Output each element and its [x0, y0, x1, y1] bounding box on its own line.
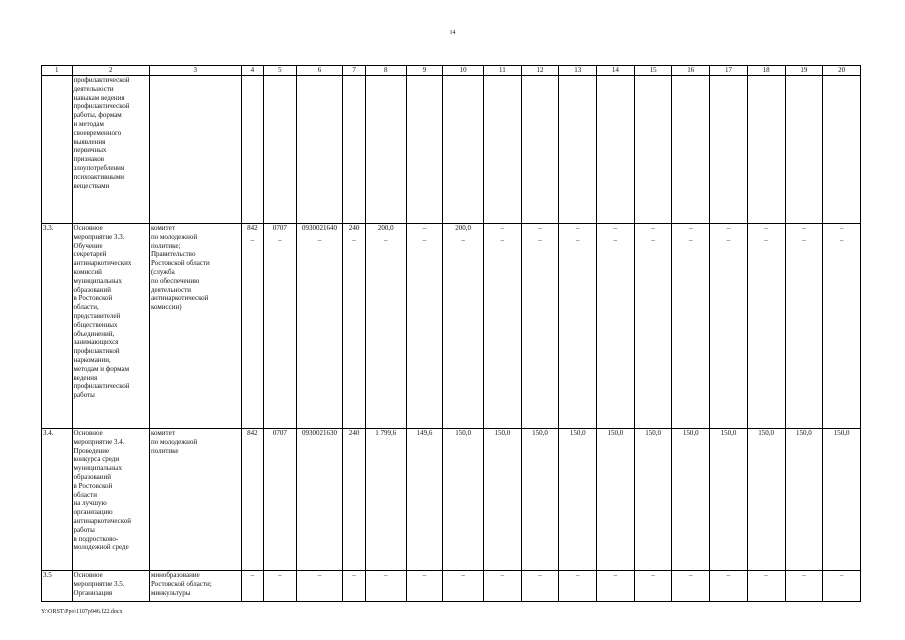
page-number: 14 — [449, 30, 456, 36]
col-header: 2 — [72, 66, 149, 76]
value-cell — [365, 571, 406, 602]
value-cell — [484, 76, 522, 224]
col-header: 13 — [559, 66, 597, 76]
col-header: 11 — [484, 66, 522, 76]
measure-name-cell: Основное мероприятие 3.3. Обучение секретарей антинаркотических комиссий муниципальных образований в Ростовской области, представителей общественных объединений, занимающихся профилактикой наркомании, методам и формам ведения профилактической работы — [72, 224, 149, 429]
value-text: – — [689, 224, 693, 232]
value-cell — [559, 429, 597, 571]
table-row — [42, 571, 861, 602]
value-text-secondary: – — [352, 235, 356, 244]
value-text-secondary: – — [839, 235, 844, 244]
value-cell — [264, 571, 297, 602]
value-text: – — [802, 571, 806, 579]
value-cell — [343, 429, 365, 571]
value-cell — [406, 571, 443, 602]
value-text: 150,0 — [758, 429, 775, 437]
value-text: – — [689, 571, 693, 579]
value-cell — [634, 429, 672, 571]
value-text: 0707 — [272, 224, 287, 232]
value-text: 150,0 — [833, 429, 850, 437]
value-cell — [823, 571, 861, 602]
budget-table — [41, 65, 861, 602]
value-cell — [296, 429, 343, 571]
value-cell — [343, 224, 365, 429]
value-cell — [672, 224, 710, 429]
col-header: 19 — [785, 66, 823, 76]
header-row — [42, 66, 861, 76]
measure-name-cell: профилактической деятельности навыкам ведения профилактической работы, формам и методам своевременного выявления первичных признаков злоупотребления психоактивными веществами — [72, 76, 149, 224]
value-cell — [365, 429, 406, 571]
col-header: 12 — [521, 66, 559, 76]
value-cell — [785, 429, 823, 571]
value-text: 240 — [348, 224, 360, 232]
value-cell — [710, 429, 748, 571]
executor-cell — [149, 76, 241, 224]
value-text: – — [839, 224, 844, 232]
value-text-secondary: – — [689, 235, 693, 244]
value-text: – — [575, 224, 580, 232]
value-cell — [597, 429, 635, 571]
col-header: 10 — [443, 66, 484, 76]
value-cell — [406, 76, 443, 224]
value-cell — [406, 224, 443, 429]
value-cell — [634, 76, 672, 224]
col-header: 7 — [343, 66, 365, 76]
value-cell — [634, 571, 672, 602]
table-row — [42, 224, 861, 429]
value-text: 842 — [247, 429, 258, 437]
value-cell — [443, 76, 484, 224]
value-text: – — [764, 571, 768, 579]
table-row — [42, 429, 861, 571]
value-cell — [264, 76, 297, 224]
footer-file-path: Y:\ORST\Ppo\1107p946.f22.docx — [41, 609, 123, 615]
value-text-secondary: – — [500, 235, 505, 244]
value-text: – — [651, 224, 655, 232]
value-cell — [443, 571, 484, 602]
value-cell — [747, 571, 785, 602]
col-header: 20 — [823, 66, 861, 76]
value-text: – — [839, 571, 844, 579]
value-cell — [521, 429, 559, 571]
value-text-secondary: – — [764, 235, 768, 244]
value-cell — [785, 76, 823, 224]
value-text: – — [278, 571, 282, 579]
table-row — [42, 76, 861, 224]
value-cell — [484, 429, 522, 571]
value-cell — [365, 224, 406, 429]
value-text-secondary: – — [613, 235, 618, 244]
value-text-secondary: – — [383, 235, 388, 244]
value-text: – — [317, 571, 322, 579]
value-cell — [823, 76, 861, 224]
value-cell — [785, 224, 823, 429]
value-text: – — [500, 571, 505, 579]
value-cell — [823, 429, 861, 571]
value-cell — [559, 76, 597, 224]
value-text: – — [500, 224, 505, 232]
value-cell — [559, 224, 597, 429]
value-cell — [484, 224, 522, 429]
value-text: – — [613, 224, 618, 232]
value-text-secondary: – — [575, 235, 580, 244]
col-header: 9 — [406, 66, 443, 76]
value-text: 842 — [247, 224, 258, 232]
value-text: 150,0 — [607, 429, 624, 437]
value-cell — [785, 571, 823, 602]
col-header: 16 — [672, 66, 710, 76]
value-text: – — [250, 571, 255, 579]
value-text: – — [575, 571, 580, 579]
value-text: 150,0 — [494, 429, 511, 437]
col-header: 3 — [149, 66, 241, 76]
value-text: – — [461, 571, 465, 579]
value-text: – — [538, 571, 542, 579]
value-cell — [241, 429, 263, 571]
value-text-secondary: – — [278, 235, 282, 244]
value-cell — [710, 571, 748, 602]
value-cell — [672, 571, 710, 602]
value-cell — [241, 224, 263, 429]
value-text: – — [422, 224, 427, 232]
value-cell — [343, 76, 365, 224]
value-text: – — [726, 571, 731, 579]
row-number-cell: 3.3. — [42, 224, 73, 429]
value-text-secondary: – — [461, 235, 465, 244]
value-cell — [443, 429, 484, 571]
value-cell — [710, 224, 748, 429]
value-cell — [241, 76, 263, 224]
value-cell — [521, 224, 559, 429]
value-text: – — [802, 224, 806, 232]
value-cell — [597, 76, 635, 224]
value-text-secondary: – — [422, 235, 427, 244]
executor-cell: комитет по молодежной политике; Правительство Ростовской области (служба по обеспечению деятельности антинаркотической комиссии) — [149, 224, 241, 429]
value-cell — [343, 571, 365, 602]
value-text: 150,0 — [720, 429, 737, 437]
value-text: 150,0 — [645, 429, 661, 437]
measure-name-cell: Основное мероприятие 3.5. Организация — [72, 571, 149, 602]
value-text: – — [538, 224, 542, 232]
col-header: 14 — [597, 66, 635, 76]
value-text: 0930021630 — [302, 429, 338, 437]
value-cell — [484, 571, 522, 602]
executor-cell: комитет по молодежной политике — [149, 429, 241, 571]
value-text: 150,0 — [532, 429, 548, 437]
value-cell — [264, 224, 297, 429]
value-text: 0707 — [272, 429, 287, 437]
col-header: 8 — [365, 66, 406, 76]
col-header: 4 — [241, 66, 263, 76]
col-header: 1 — [42, 66, 73, 76]
value-cell — [559, 571, 597, 602]
row-number-cell: 3.4. — [42, 429, 73, 571]
value-text: 0930021640 — [302, 224, 338, 232]
value-text: – — [613, 571, 618, 579]
value-cell — [634, 224, 672, 429]
value-text: 240 — [348, 429, 360, 437]
value-cell — [747, 224, 785, 429]
value-cell — [521, 76, 559, 224]
value-cell — [296, 571, 343, 602]
value-text: – — [651, 571, 655, 579]
value-text: 150,0 — [795, 429, 812, 437]
value-cell — [296, 224, 343, 429]
value-text: – — [726, 224, 731, 232]
value-cell — [597, 224, 635, 429]
value-text-secondary: – — [802, 235, 806, 244]
value-cell — [406, 429, 443, 571]
value-text-secondary: – — [250, 235, 255, 244]
measure-name-cell: Основное мероприятие 3.4. Проведение конкурса среди муниципальных образований в Ростовской области на лучшую организацию антинаркотической работы в подростково- молодежной среде — [72, 429, 149, 571]
executor-cell: минобразование Ростовской области; минкультуры — [149, 571, 241, 602]
value-text: 200,0 — [377, 224, 394, 232]
value-text-secondary: – — [538, 235, 542, 244]
value-cell — [264, 429, 297, 571]
value-text: 200,0 — [455, 224, 471, 232]
value-text: 150,0 — [569, 429, 586, 437]
value-cell — [672, 76, 710, 224]
value-text: 1 799,6 — [375, 429, 397, 437]
value-text-secondary: – — [726, 235, 731, 244]
value-cell — [823, 224, 861, 429]
row-number-cell — [42, 76, 73, 224]
col-header: 15 — [634, 66, 672, 76]
value-cell — [747, 429, 785, 571]
col-header: 18 — [747, 66, 785, 76]
value-cell — [241, 571, 263, 602]
row-number-cell: 3.5 — [42, 571, 73, 602]
value-text: 150,0 — [682, 429, 699, 437]
value-text: – — [352, 571, 356, 579]
value-text: – — [383, 571, 388, 579]
value-cell — [296, 76, 343, 224]
value-text: 149,6 — [416, 429, 433, 437]
col-header: 17 — [710, 66, 748, 76]
value-text: 150,0 — [455, 429, 471, 437]
value-text: – — [764, 224, 768, 232]
value-cell — [597, 571, 635, 602]
col-header: 6 — [296, 66, 343, 76]
value-cell — [443, 224, 484, 429]
value-cell — [365, 76, 406, 224]
value-cell — [747, 76, 785, 224]
value-text-secondary: – — [317, 235, 322, 244]
value-text: – — [422, 571, 427, 579]
col-header: 5 — [264, 66, 297, 76]
value-cell — [672, 429, 710, 571]
value-cell — [521, 571, 559, 602]
value-cell — [710, 76, 748, 224]
value-text-secondary: – — [651, 235, 655, 244]
